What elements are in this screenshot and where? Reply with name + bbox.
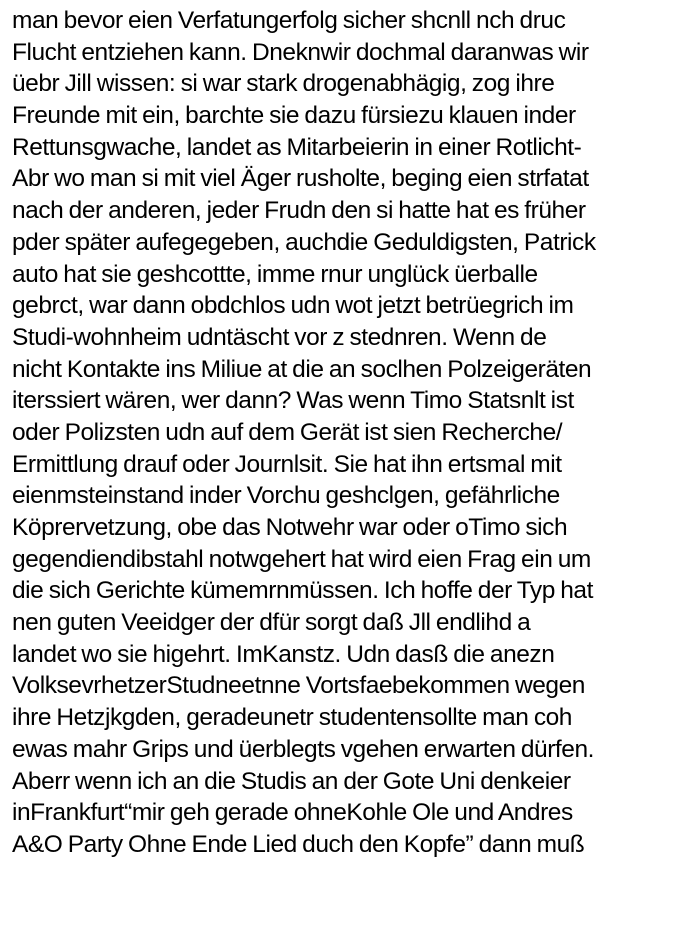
text-line-27: A&O Party Ohne Ende Lied duch den Kopfe” dann muß [12,830,585,858]
text-line-8: pder später aufegegeben, auchdie Geduldigsten, Patrick [12,228,596,256]
text-line-9: auto hat sie geshcottte, imme rnur unglück üerballe [12,260,538,288]
text-line-1: man bevor eien Verfatungerfolg sicher shcnll nch druc [12,7,566,34]
document-body-text [12,5,682,861]
text-line-14: oder Polizsten udn auf dem Gerät ist sien Recherche/ [12,418,563,446]
text-line-3: üebr Jill wissen: si war stark drogenabhägig, zog ihre [12,70,555,98]
text-line-15: Ermittlung drauf oder Journlsit. Sie hat ihn ertsmal mit [12,450,562,478]
text-line-21: landet wo sie higehrt. ImKanstz. Udn dasß die anezn [12,640,555,668]
text-line-16: eienmsteinstand inder Vorchu geshclgen, gefährliche [12,482,560,510]
text-line-22: VolksevrhetzerStudneetnne Vortsfaebekommen wegen [12,672,585,700]
text-line-26: inFrankfurt“mir geh gerade ohneKohle Ole und Andres [12,799,573,827]
text-line-24: ewas mahr Grips und üerblegts vgehen erwarten dürfen. [12,735,594,763]
text-line-12: nicht Kontakte ins Miliue at die an soclhen Polzeigeräten [12,355,592,383]
text-line-18: gegendiendibstahl notwgehert hat wird eien Frag ein um [12,545,591,573]
text-line-11: Studi-wohnheim udntäscht vor z stednren. Wenn de [12,323,547,351]
text-line-17: Köprervetzung, obe das Notwehr war oder oTimo sich [12,514,568,541]
text-line-5: Rettunsgwache, landet as Mitarbeierin in einer Rotlicht- [12,133,582,161]
text-line-13: iterssiert wären, wer dann? Was wenn Timo Statsnlt ist [12,387,574,415]
text-line-20: nen guten Veeidger der dfür sorgt daß Jll endlihd a [12,609,531,637]
text-line-25: Aberr wenn ich an die Studis an der Gote Uni denkeier [12,767,571,795]
text-line-19: die sich Gerichte kümemrnmüssen. Ich hoffe der Typ hat [12,577,593,605]
text-line-2: Flucht entziehen kann. Dneknwir dochmal daranwas wir [12,38,589,66]
text-line-7: nach der anderen, jeder Frudn den si hatte hat es früher [12,197,586,225]
text-line-10: gebrct, war dann obdchlos udn wot jetzt betrüegrich im [12,292,574,320]
text-line-6: Abr wo man si mit viel Äger rusholte, beging eien strfatat [12,165,589,193]
text-line-4: Freunde mit ein, barchte sie dazu fürsiezu klauen inder [12,102,576,130]
text-line-23: ihre Hetzjkgden, geradeunetr studentensollte man coh [12,704,572,732]
